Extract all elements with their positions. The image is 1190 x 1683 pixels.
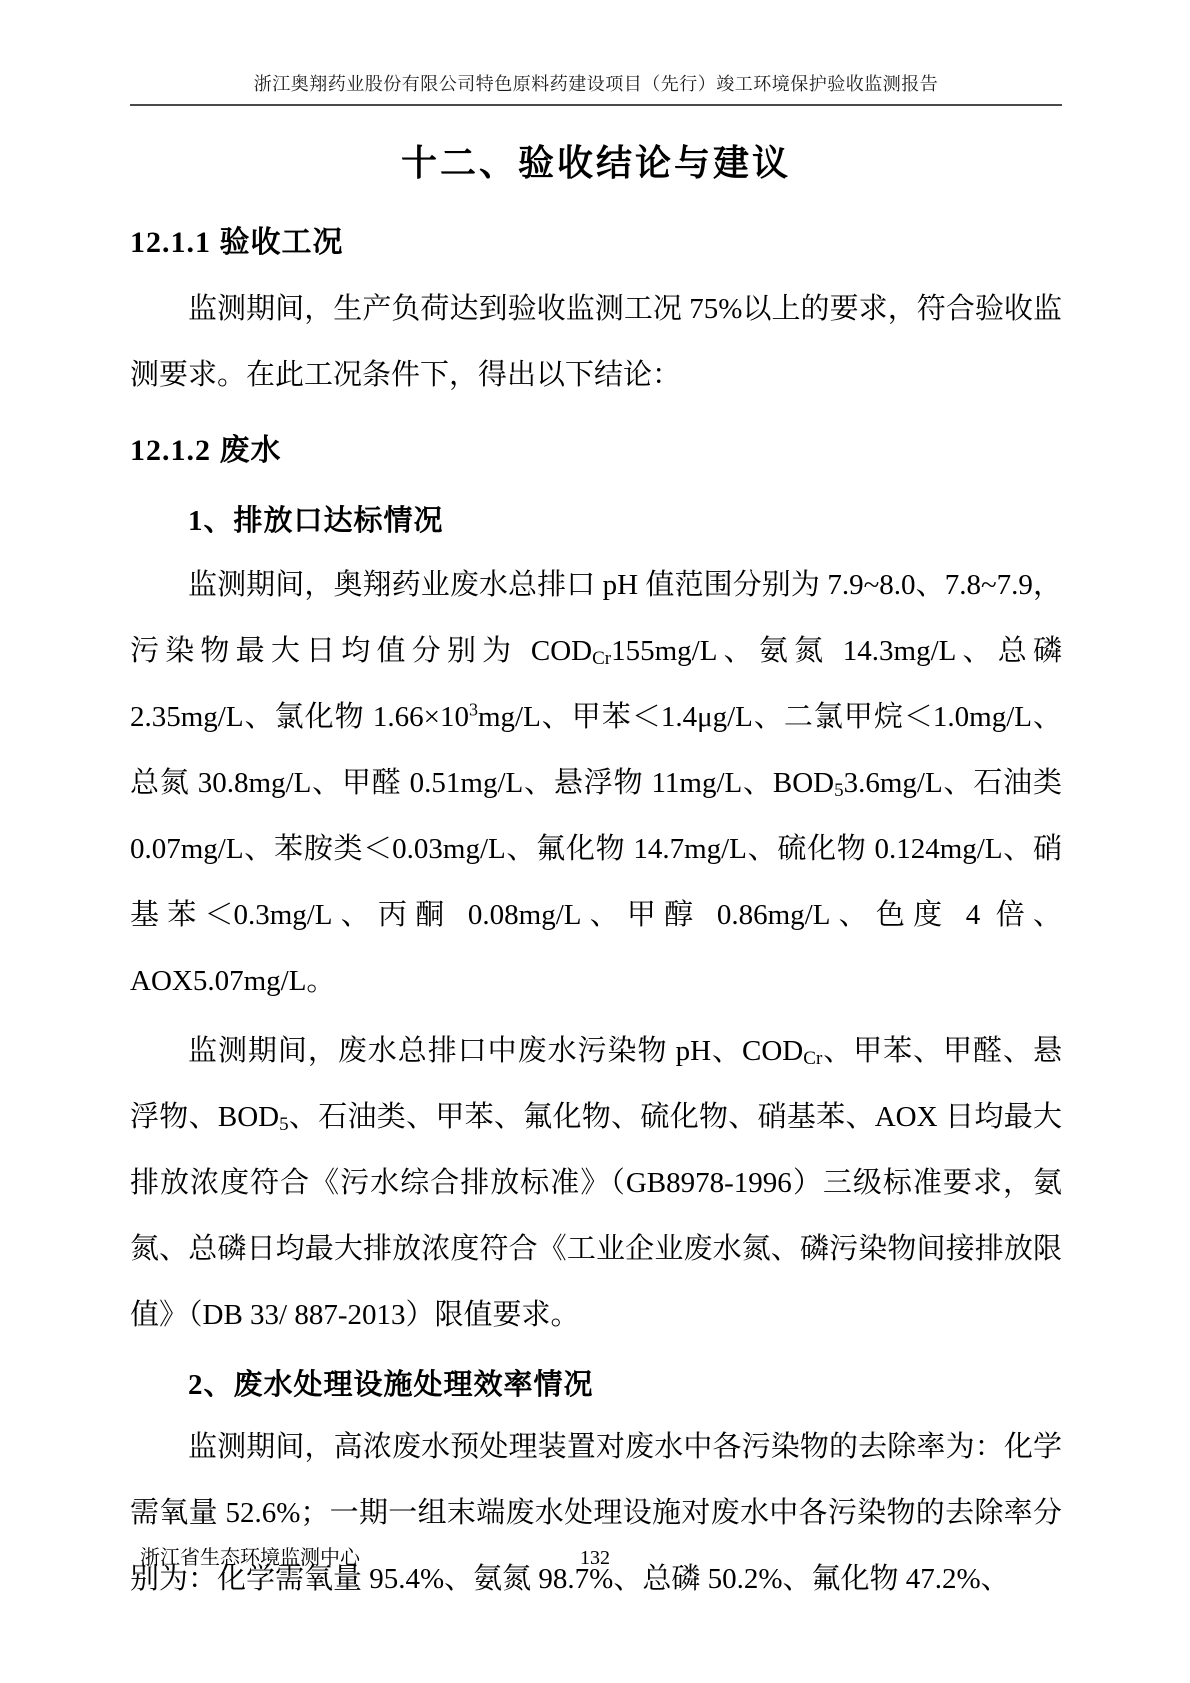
text-run: mg/L、甲苯＜1.4μg/L、二氯甲烷＜1.0mg/L、总氮 30.8mg/L、甲醛 0.51mg/L、悬浮物 11mg/L、BOD xyxy=(130,701,1062,799)
text-run: 155mg/L、氨氮 14.3mg/L、总磷 2.35mg/L、氯化物 1.66×10 xyxy=(130,635,1062,733)
subscript-5: 5 xyxy=(834,780,844,802)
subscript-cr: Cr xyxy=(803,1048,823,1070)
subscript-cr: Cr xyxy=(592,648,612,670)
subsection-heading-treatment-efficiency: 2、废水处理设施处理效率情况 xyxy=(188,1369,594,1401)
page-number: 132 xyxy=(580,1547,610,1569)
text-run: 监测期间，奥翔药业废水总排口 pH 值范围分别为 7.9~8.0、7.8~7.9，污染物最大日均值分别为 COD xyxy=(130,569,1062,667)
text-run: 、甲苯、甲醛、悬浮物、BOD xyxy=(130,1035,1062,1133)
section-heading-12-1-1: 12.1.1 验收工况 xyxy=(130,226,344,259)
paragraph-treatment-efficiency: 监测期间，高浓废水预处理装置对废水中各污染物的去除率为：化学需氧量 52.6%；一期一组末端废水处理设施对废水中各污染物的去除率分别为：化学需氧量 95.4%、氨氮 98.7%、总磷 50.2%、氟化物 47.2%、 xyxy=(130,1431,1062,1595)
page-footer xyxy=(0,1544,1190,1572)
subscript-5: 5 xyxy=(279,1114,289,1136)
footer-organization: 浙江省生态环境监测中心 xyxy=(140,1547,360,1569)
text-run: 监测期间，废水总排口中废水污染物 pH、COD xyxy=(188,1035,804,1067)
subsection-heading-outfall: 1、排放口达标情况 xyxy=(188,505,444,537)
paragraph-standard-compliance xyxy=(130,1018,1062,1348)
header-rule xyxy=(130,104,1062,106)
text-run: 3.6mg/L、石油类 0.07mg/L、苯胺类＜0.03mg/L、氟化物 14.7mg/L、硫化物 0.124mg/L、硝基苯＜0.3mg/L、丙酮 0.08mg/L、甲醇 0.86mg/L、色度 4 倍、AOX5.07mg/L。 xyxy=(130,767,1062,997)
text-run: 、石油类、甲苯、氟化物、硫化物、硝基苯、AOX 日均最大排放浓度符合《污水综合排放标准》（GB8978-1996）三级标准要求，氨氮、总磷日均最大排放浓度符合《工业企业废水氮、磷污染物间接排放限值》（DB 33/ 887-2013）限值要求。 xyxy=(130,1101,1062,1331)
paragraph-working-condition: 监测期间，生产负荷达到验收监测工况 75%以上的要求，符合验收监测要求。在此工况条件下，得出以下结论： xyxy=(130,293,1062,391)
paragraph-outfall-values xyxy=(130,552,1062,1014)
superscript-3: 3 xyxy=(468,699,478,720)
section-heading-12-1-2: 12.1.2 废水 xyxy=(130,434,282,467)
page-header-title: 浙江奥翔药业股份有限公司特色原料药建设项目（先行）竣工环境保护验收监测报告 xyxy=(253,74,939,94)
chapter-title: 十二、验收结论与建议 xyxy=(400,143,791,183)
